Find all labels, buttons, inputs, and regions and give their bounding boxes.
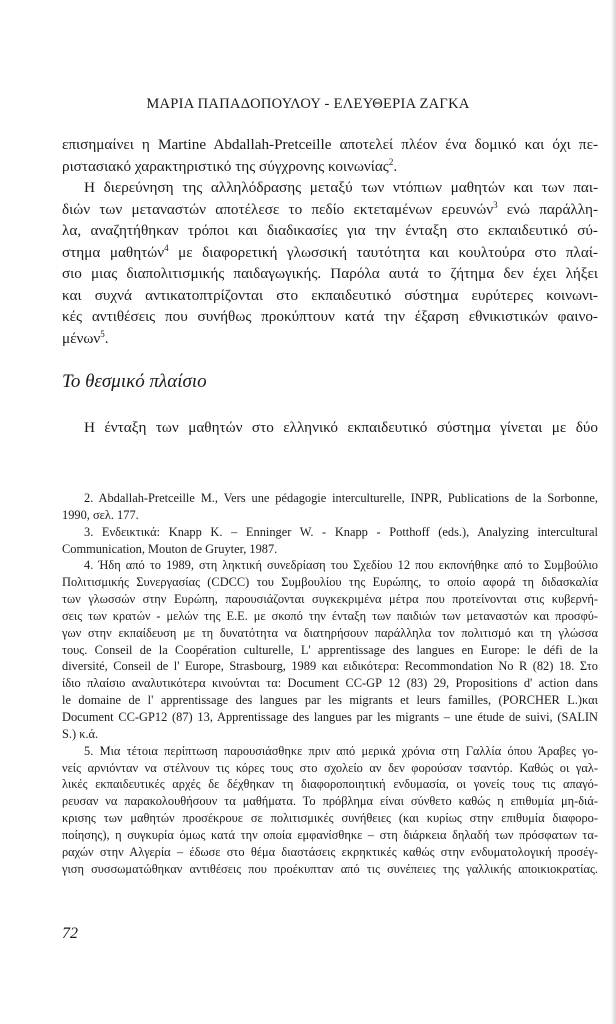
footnote-line <box>62 726 598 743</box>
body-text <box>62 134 598 349</box>
line-text: ραχών στην Αλγερία – έδωσε στο θέμα διαστάσεις εκρηκτικές καθώς στην ενδυματολογική προσέγ- <box>62 844 598 859</box>
text-line <box>62 263 598 285</box>
line-text: 2. Abdallah-Pretceille M., Vers une pédagogie interculturelle, INPR, Publications de la Sorbonne, <box>84 491 598 505</box>
line-text: κές αντιθέσεις που συνήθως προκύπτουν κατά την έξαρση εθνικιστικών φαινο- <box>62 308 598 325</box>
footnote-reference[interactable]: 2 <box>388 156 394 167</box>
section-paragraph <box>62 417 598 439</box>
line-text: 1990, σελ. 177. <box>62 507 139 522</box>
line-text: νείς αρνιόνταν να στέλνουν τις κόρες τους στο σχολείο αν δεν φορούσαν τσαντόρ. Καθώς οι γαλ- <box>62 760 598 775</box>
footnote-line <box>62 760 598 777</box>
footnote-line <box>62 743 598 760</box>
line-text: σιο μιας διαπολιτισμικής παιδαγωγικής. Παρόλα αυτά το ζήτημα δεν έχει λήξει <box>62 265 598 282</box>
line-text: κρισης των μαθητών προσέκρουε σε πολιτισμικές συνήθειες (και κυρίως στην επιθυμία διαφορο- <box>62 811 598 826</box>
text-line <box>62 199 598 221</box>
line-text: των γλωσσών στην Ευρώπη, παρουσιάζονται συγκεκριμένα μέτρα που προτείνονται στις κυβερνή- <box>62 592 598 607</box>
line-text: le domaine de l' apprentissage des langues par les migrants et leurs familles, (PORCHER L.)και <box>62 693 598 708</box>
text-line <box>62 285 598 307</box>
line-text: τους. Conseil de la Coopération culturelle, L' apprentissage des langues en Europe: le défi de la <box>62 642 598 657</box>
line-text: γιση συσσωματώθηκαν αντιθέσεις που προέκυπταν από τις συνέπειες της γαλλικής αποικιοκρατίας. <box>62 861 598 876</box>
footnote-line <box>62 861 598 878</box>
text-line <box>62 220 598 242</box>
running-header: ΜΑΡΙΑ ΠΑΠΑΔΟΠΟΥΛΟΥ - ΕΛΕΥΘΕΡΙΑ ΖΑΓΚΑ <box>146 96 470 112</box>
line-text: diversité, Conseil de l' Europe, Strasbourg, 1989 και ειδικότερα: Recommondation No R (82) 18. Στο <box>62 659 598 674</box>
footnote-line <box>62 541 598 558</box>
footnote-line <box>62 793 598 810</box>
text-line <box>62 306 598 328</box>
section-heading: Το θεσμικό πλαίσιο <box>62 371 207 392</box>
footnote-line <box>62 810 598 827</box>
line-text-continued: με διαφορετική γλωσσική ταυτότητα και κουλτούρα στο πλαί- <box>168 243 598 261</box>
text-line <box>62 328 598 350</box>
footnote-line <box>62 844 598 861</box>
line-text: διών των μεταναστών αποτέλεσε το πεδίο εκτεταμένων ερευνών <box>62 200 494 218</box>
line-text: λικές εκπαιδευτικές αρχές δε δέχθηκαν τη διαφοροποιητική ενδυμασία, οι γονείς τους τις απαγό- <box>62 777 598 792</box>
footnote-line <box>62 692 598 709</box>
line-text: λα, αναζητήθηκαν τρόποι και διαδικασίες για την ένταξη στο εκπαιδευτικό σύ- <box>62 222 598 239</box>
line-text-continued: ενώ παράλλη- <box>497 200 599 218</box>
line-text: ποίησης), η συγκυρία όμως κατά την οποία εμφανίσθηκε – στη διάρκεια δηλαδή των πρόσφατων τα- <box>62 827 598 842</box>
line-text: επισημαίνει η Martine Abdallah-Pretceille αποτελεί πλέον ένα δομικό και όχι πε- <box>62 136 598 153</box>
footnote-line <box>62 776 598 793</box>
footnote-reference[interactable]: 3 <box>493 199 498 210</box>
footnote-line <box>62 625 598 642</box>
line-text: και συχνά αντικατοπτρίζονται στο εκπαιδευτικό σύστημα ευρύτερες κοινωνι- <box>62 286 598 304</box>
page-number: 72 <box>62 925 78 942</box>
footnote-line <box>62 591 598 608</box>
line-text-continued: . <box>104 329 109 347</box>
footnote-line <box>62 524 598 541</box>
line-text: Η διερεύνηση της αλληλόδρασης μεταξύ των ντόπιων μαθητών και των παι- <box>84 179 598 196</box>
footnote-reference[interactable]: 4 <box>164 242 169 253</box>
footnote-reference[interactable]: 5 <box>100 328 105 339</box>
line-text: ρευσαν να παρακολουθήσουν τα μαθήματα. Το πρόβλημα είναι σύνθετο καθώς η επιθυμία μη-διά- <box>62 794 598 809</box>
footnote-line <box>62 827 598 844</box>
footnote-line <box>62 675 598 692</box>
line-text: μένων <box>62 329 101 347</box>
line-text: 5. Μια τέτοια περίπτωση παρουσιάσθηκε πριν από μερικά χρόνια στη Γαλλία όπου Άραβες γο- <box>84 743 598 758</box>
line-text: γων στην εκπαίδευση με τη δυνατότητα να διατηρήσουν παράλληλα τον πολιτισμό και τη γλώσσα <box>62 625 598 640</box>
line-text: S.) κ.ά. <box>62 726 99 741</box>
text-line <box>62 177 598 199</box>
footnote-line <box>62 507 598 524</box>
footnote-line <box>62 658 598 675</box>
footnote-line <box>62 557 598 574</box>
line-text: σεις των κρατών - μελών της Ε.Ε. με σκοπό την ένταξη των παιδιών των μεταναστών και προσφύ- <box>62 608 598 623</box>
footnotes <box>62 490 598 877</box>
line-text: Document CC-GP12 (87) 13, Apprentissage des langues par les migrants – une étude de suivi, (SALIN <box>62 709 598 724</box>
footnote-line <box>62 709 598 726</box>
line-text: ριστασιακό χαρακτηριστικό της σύγχρονης κοινωνίας <box>62 157 389 175</box>
line-text: στημα μαθητών <box>62 243 165 261</box>
line-text: 3. Ενδεικτικά: Knapp K. – Enninger W. - Knapp - Potthoff (eds.), Analyzing intercultural <box>84 524 598 539</box>
text-line: Η ένταξη των μαθητών στο ελληνικό εκπαιδευτικό σύστημα γίνεται με δύο <box>84 419 598 436</box>
scan-edge-shadow <box>611 0 616 1024</box>
footnote-line <box>62 574 598 591</box>
line-text-continued: . <box>393 157 398 175</box>
footnote-line <box>62 608 598 625</box>
line-text: 4. Ήδη από το 1989, στη ληκτική συνεδρίαση του Σχεδίου 12 που εκπονήθηκε από το Συμβούλιο <box>84 558 598 573</box>
line-text: Communication, Mouton de Gruyter, 1987. <box>62 541 278 556</box>
text-line <box>62 134 598 156</box>
text-line <box>62 156 598 178</box>
text-line <box>62 242 598 264</box>
line-text: Πολιτισμικής Συνεργασίας (CDCC) του Συμβουλίου της Ευρώπης, το οποίο αφορά τη διδασκαλία <box>62 575 598 590</box>
footnote-line <box>62 642 598 659</box>
line-text: ίδιο πλαίσιο αναλυτικότερα κινούνται τα: Document CC-GP 12 (83) 29, Propositions d' action dans <box>62 676 598 691</box>
footnote-line <box>62 490 598 507</box>
